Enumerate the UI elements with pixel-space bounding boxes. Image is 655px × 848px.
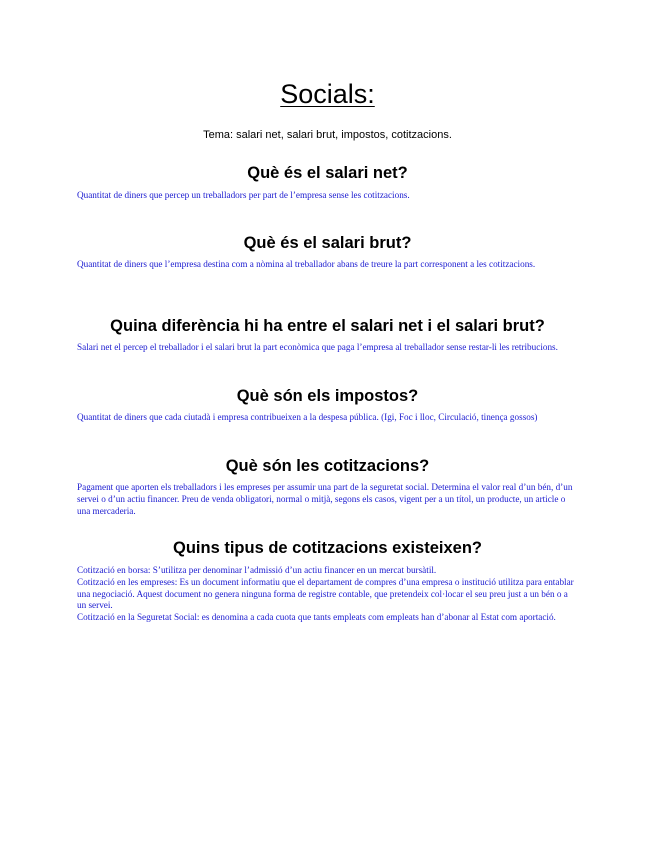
- answer-text: [77, 259, 575, 271]
- answer-paragraph: Cotització en les empreses: Es un document informatiu que el departament de compres d’una empresa o institució utilitza para entablar una negociació. Aquest document no genera ninguna forma de registre contable, que pretendeix col·locar el seu preu just a un bén o a un servei.: [77, 576, 574, 611]
- answer-text: [77, 565, 575, 624]
- answer-text: [77, 482, 575, 517]
- answer-paragraph: Quantitat de diners que cada ciutadà i empresa contribueixen a la despesa pública. (Igi, Foc i lloc, Circulació, tinença gossos): [77, 412, 538, 422]
- answer-paragraph: Quantitat de diners que percep un treballadors per part de l’empresa sense les cotitzacions.: [77, 190, 410, 200]
- document-title: Socials:: [280, 79, 375, 109]
- question-heading: Què és el salari net?: [247, 164, 408, 182]
- question-heading: Quina diferència hi ha entre el salari net i el salari brut?: [110, 317, 545, 335]
- answer-paragraph: Cotització en la Seguretat Social: es denomina a cada cuota que tants empleats com empleats han d’abonar al Estat com aportació.: [77, 612, 556, 623]
- document-subtitle: Tema: salari net, salari brut, impostos, cotitzacions.: [203, 129, 452, 141]
- answer-text: [77, 412, 575, 424]
- question-heading: Què és el salari brut?: [243, 234, 412, 252]
- question-heading: Què són els impostos?: [236, 387, 419, 405]
- answer-paragraph: Pagament que aporten els treballadors i les empreses per assumir una part de la seguretat social. Determina el valor real d’un bén, d’un servei o d’un actiu financer. Preu de venda obligatori, normal o mitjà, segons els casos, vigent per a un títol, un producte, un article o una mercaderia.: [77, 482, 573, 516]
- answer-paragraph: Cotització en borsa: S’utilitza per denominar l’admissió d’un actiu financer en un mercat bursàtil.: [77, 565, 437, 575]
- answer-paragraph: Salari net el percep el treballador i el salari brut la part econòmica que paga l’empresa al treballador sense restar-li les retribucions.: [77, 342, 558, 352]
- answer-text: [77, 342, 575, 354]
- answer-text: [77, 190, 575, 202]
- answer-paragraph: Quantitat de diners que l’empresa destina com a nòmina al treballador abans de treure la part corresponent a les cotitzacions.: [77, 259, 536, 269]
- question-heading: Quins tipus de cotitzacions existeixen?: [173, 539, 482, 557]
- question-heading: Què són les cotitzacions?: [225, 457, 430, 475]
